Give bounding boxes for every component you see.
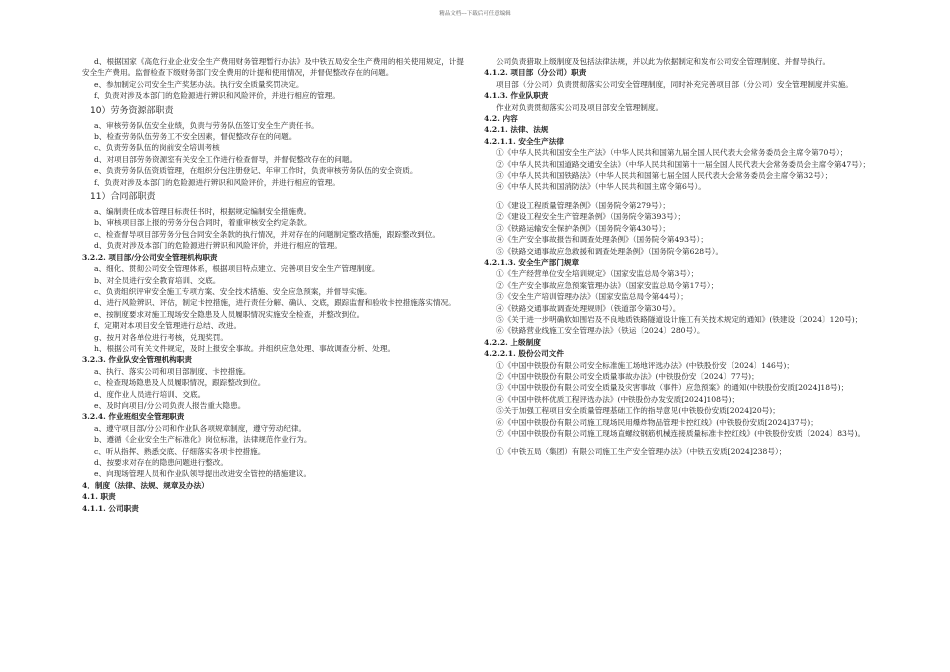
paragraph: c、负责组织评审安全施工专项方案、安全技术措施、安全应急预案，并督导实施。: [94, 286, 372, 296]
paragraph: a、细化、贯彻公司安全管理体系，根据项目特点建立、完善项目安全生产管理制度。: [94, 264, 380, 274]
spacer: [484, 193, 886, 200]
paragraph: ②《生产安全事故应急预案管理办法》（国家安监总局令第17号）；: [496, 280, 719, 290]
paragraph: g、按月对各单位进行考核，兑现奖罚。: [94, 332, 228, 342]
paragraph: ⑥《中国中铁股份有限公司施工现场民用爆炸物品管理卡控红线》(中铁股份安质[2024]37号)；: [496, 417, 818, 427]
section-heading: 4.1.2. 项目部（分公司）职责: [484, 68, 587, 78]
paragraph: d、按要求对存在的隐患问题进行整改。: [94, 458, 228, 467]
paragraph: ③《中国中铁股份有限公司安全质量及灾害事故（事件）应急预案》的通知(中铁股份安质[2024]18号)；: [496, 383, 849, 393]
paragraph: e、向现场管理人员和作业队领导提出改进安全管控的措施建议。: [94, 469, 312, 479]
paragraph: ④《生产安全事故报告和调查处理条例》（国务院令第493号）；: [496, 235, 708, 245]
page-header: 精品文档---下载后可任意编辑: [439, 11, 511, 17]
paragraph: e、负责劳务队伍资质管理，在组织分包注册登记、年审工作时，负责审核劳务队伍的安全资质。: [94, 166, 418, 176]
paragraph: ③《中华人民共和国铁路法》（中华人民共和国第七届全国人民代表大会常务委员会主席令第32号）；: [496, 171, 833, 181]
paragraph: 作业对负责贯彻落实公司及项目部安全管理制度。: [496, 102, 664, 112]
paragraph: b、对全员进行安全教育培训、交底。: [94, 275, 221, 285]
paragraph: ②《建设工程安全生产管理条例》（国务院令第393号）；: [496, 212, 686, 222]
paragraph: a、审核劳务队伍安全业绩，负责与劳务队伍签订安全生产责任书。: [94, 120, 319, 130]
paragraph: d、进行风险辨识、评估，制定卡控措施，进行责任分解、确认、交底，跟踪监督和验收卡控措施落实情况。: [94, 298, 456, 308]
paragraph: b、检查劳务队伍劳务工不安全因素，督促整改存在的问题。: [94, 132, 297, 142]
paragraph: d、根据国家《高危行业企业安全生产费用财务管理暂行办法》及中铁五局安全生产费用的相关使用规定，计提安全生产费用。监督检查下级财务部门安全费用的计提和使用情况，并督促整改存在的问题。: [82, 57, 464, 78]
spacer: [484, 439, 886, 446]
section-heading: 4.2.1.1. 安全生产法律: [484, 136, 564, 146]
paragraph: ①《中国中铁股份有限公司安全标准施工场地评选办法》(中铁股份安〔2024〕146号)；: [496, 360, 794, 370]
paragraph: ⑤《铁路交通事故应急救援和调查处理条例》（国务院令第628号）。: [496, 246, 724, 256]
paragraph: ①《生产经营单位安全培训规定》（国家安监总局令第3号）；: [496, 269, 699, 279]
paragraph: h、根据公司有关文件规定，及时上报安全事故。并组织应急处理、事故调查分析、处理。: [94, 343, 396, 353]
paragraph: ③《铁路运输安全保护条例》（国务院令第430号）；: [496, 223, 670, 233]
paragraph: c、负责劳务队伍的岗前安全培训考核: [94, 143, 220, 153]
paragraph: ⑤《关于进一步明确软如围岩及不良地质铁路隧道设计施工有关技术规定的通知》(铁建设〔2024〕120号)；: [496, 314, 863, 324]
paragraph: b、审核项目部上报的劳务分包合同时，着重审核安全约定条款。: [94, 218, 312, 228]
section-heading: 4．制度（法律、法规、规章及办法）: [82, 480, 209, 490]
paragraph: ①《中华人民共和国安全生产法》（中华人民共和国第九届全国人民代表大会常务委员会主席令第70号）；: [496, 148, 848, 158]
paragraph: ⑦《中国中铁股份有限公司施工现场直螺纹钢筋机械连接质量标准卡控红线》(中铁股份安质〔2024〕83号)。: [496, 429, 866, 438]
section-heading: 4.1. 职责: [82, 492, 116, 502]
paragraph: c、检查督导项目部劳务分包合同安全条款的执行情况，并对存在的问题制定整改措施，跟踪整改到位。: [94, 229, 440, 239]
paragraph: 项目部（分公司）负责贯彻落实公司安全管理制度，同时补充完善项目部（分公司）安全管理制度并实施。: [496, 79, 853, 89]
paragraph: f、负责对涉及本部门的危险源进行辨识和风险评价，并进行相应的管理。: [94, 177, 340, 187]
right-column: [484, 56, 886, 458]
section-heading: 4.2.1. 法律、法规: [484, 125, 549, 135]
paragraph: 公司负责猎取上级制度及包括法律法规，并以此为依据制定和发布公司安全管理制度、并督导执行。: [496, 57, 831, 66]
paragraph: e、及时向项目/分公司负责人报告重大隐患。: [94, 400, 246, 410]
section-heading: 4.2.1.3. 安全生产部门规章: [484, 257, 580, 267]
paragraph: ④《铁路交通事故调查处理规则》（铁道部令第30号）。: [496, 303, 681, 313]
paragraph: a、编制责任成本管理目标责任书时，根据规定编制安全措施费。: [94, 207, 312, 217]
paragraph: c、听从指挥、熟悉交底、仔细落实各项卡控措施。: [94, 446, 266, 456]
section-heading: 4.2.2. 上级制度: [484, 337, 541, 347]
paragraph: d、对项目部劳务资源室有关安全工作进行检查督导，并督促整改存在的问题。: [94, 154, 358, 164]
section-heading: 4.2.2.1. 股份公司文件: [484, 349, 564, 359]
section-heading: 3.2.4. 作业班组安全管理职责: [82, 412, 185, 422]
paragraph: e、按制度要求对施工现场安全隐患及人员履职情况实施安全检查，并整改到位。: [94, 309, 365, 319]
paragraph: ④《中华人民共和国消防法》（中华人民共和国主席令第6号）。: [496, 182, 706, 192]
left-column: [82, 56, 464, 514]
section-heading: 4.2. 内容: [484, 114, 518, 124]
paragraph: ③《安全生产培训管理办法》（国家安监总局令第44号）；: [496, 292, 688, 302]
section-heading: 4.1.3. 作业队职责: [484, 91, 549, 101]
paragraph: ⑤关于加强工程项目安全质量管理基础工作的指导意见(中铁股份安质[2024]20号)；: [496, 406, 780, 416]
section-heading: 3.2.2. 项目部/分公司安全管理机构职责: [82, 252, 218, 262]
section-subheading: 11）合同部职责: [90, 192, 156, 203]
paragraph: ④《中国中铁杯优质工程评选办法》(中铁股份办发安质[2024]108号)；: [496, 394, 740, 404]
paragraph: f、定期对本项目安全管理进行总结、改进。: [94, 321, 242, 331]
paragraph: ②《中华人民共和国道路交通安全法》（中华人民共和国第十一届全国人民代表大会常务委员会主席令第47号）；: [496, 159, 871, 169]
paragraph: f、负责对涉及本部门的危险源进行辨识和风险评价，并进行相应的管理。: [94, 91, 340, 101]
section-heading: 3.2.3. 作业队安全管理机构职责: [82, 355, 192, 365]
paragraph: ②《中国中铁股份有限公司安全质量事故办法》(中铁股份安〔2024〕77号)；: [496, 371, 759, 381]
paragraph: ①《中铁五局（集团）有限公司施工生产安全管理办法》（中铁五安质[2024]238号）；: [496, 447, 787, 457]
paragraph: c、检查现场隐患及人员履职情况，跟踪整改到位。: [94, 378, 266, 388]
paragraph: ①《建设工程质量管理条例》（国务院令第279号）；: [496, 200, 670, 210]
paragraph: d、度作业人员进行培训、交底。: [94, 389, 206, 399]
paragraph: a、遵守项目部/分公司和作业队各项规章制度，遵守劳动纪律。: [94, 423, 307, 433]
section-heading: 4.1.1. 公司职责: [82, 503, 139, 513]
paragraph: b、遵循《企业安全生产标准化》岗位标准，法律规范作业行为。: [94, 435, 312, 445]
paragraph: e、参加制定公司安全生产奖惩办法。执行安全质量奖罚决定。: [94, 79, 304, 89]
section-subheading: 10）劳务资源部职责: [90, 105, 174, 116]
paragraph: ⑥《铁路营业线施工安全管理办法》（铁运〔2024〕280号）。: [496, 326, 705, 336]
paragraph: d、负责对涉及本部门的危险源进行辨识和风险评价，并进行相应的管理。: [94, 241, 342, 251]
paragraph: a、执行、落实公司和项目部制度、卡控措施。: [94, 366, 251, 376]
